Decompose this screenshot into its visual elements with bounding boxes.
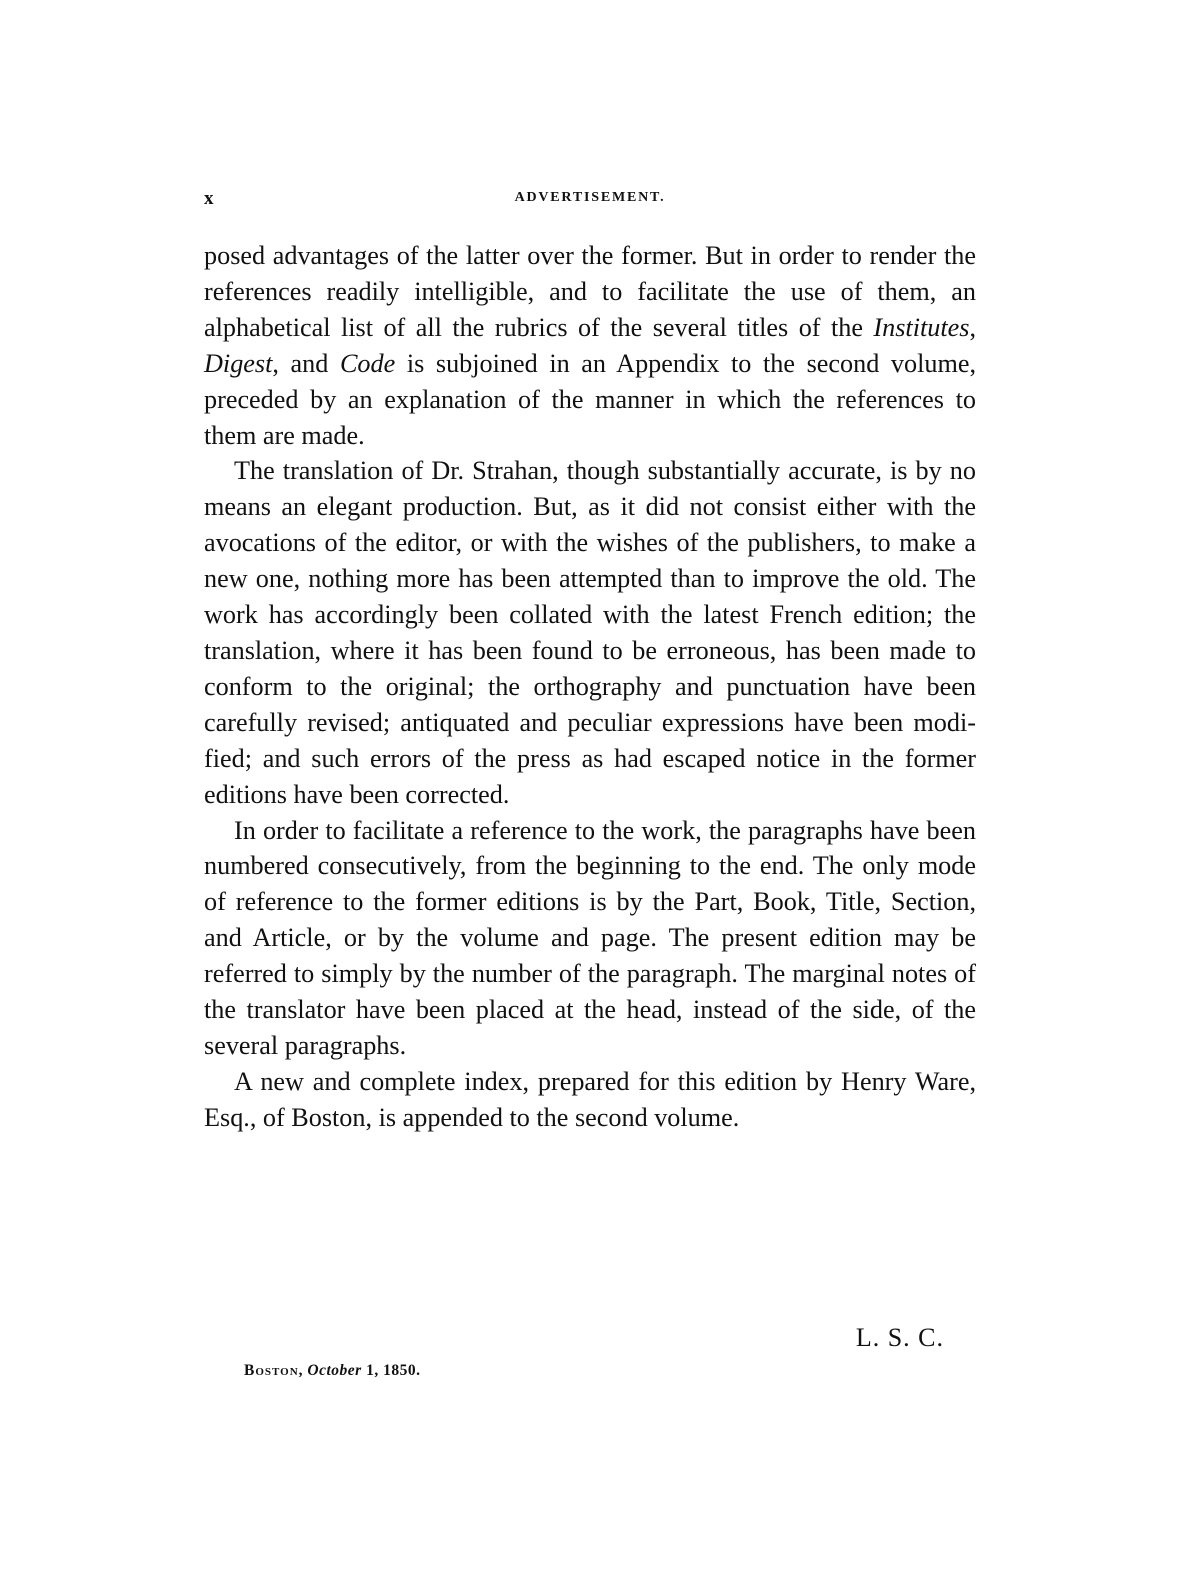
paragraph-1 — [204, 238, 976, 453]
paragraph-1-text-a: posed advantages of the latter over the former. But in order to render the references readily intelligible, and to facilitate the use of them, an alphabetical list of all the rubrics of the several titles of the — [204, 241, 976, 342]
paragraph-4: A new and complete index, prepared for this edition by Henry Ware, Esq., of Boston, is appended to the second volume. — [204, 1066, 976, 1132]
dateline-date: 1, 1850. — [361, 1362, 421, 1379]
dateline-month: October — [307, 1362, 362, 1379]
dateline — [244, 1362, 420, 1380]
italic-institutes: Institutes — [873, 312, 970, 342]
paragraph-2: The translation of Dr. Strahan, though substantially accurate, is by no means an elegant production. But, as it did not consist either with the avocations of the editor, or with the wishes of the publishers, to make a new one, nothing more has been attempted than to improve the old. The work has accordingly been collated with the latest French edition; the translation, where it has been found to be erroneous, has been made to conform to the original; the orthography and punctuation have been carefully revised; antiquated and peculiar expressions have been modified; and such errors of the press as had escaped notice in the former editions have been corrected. — [204, 456, 976, 809]
running-head — [204, 188, 976, 218]
signature-initials: L. S. C. — [855, 1323, 944, 1352]
dateline-place: Boston — [244, 1362, 299, 1379]
paragraph-3: In order to facilitate a reference to the work, the paragraphs have been numbered consecutively, from the beginning to the end. The only mode of reference to the former editions is by the Part, Book, Title, Section, and Article, or by the volume and page. The present edition may be referred to simply by the number of the paragraph. The marginal notes of the translator have been placed at the head, instead of the side, of the several paragraphs. — [204, 815, 976, 1060]
header-title: ADVERTISEMENT. — [514, 190, 666, 205]
body-text — [204, 238, 976, 1136]
page-number: x — [204, 188, 214, 209]
paragraph-1-text-c: , and — [272, 348, 340, 378]
dateline-separator: , — [298, 1362, 308, 1379]
paragraph-1-text-d: is subjoined in an Appendix to the second volume, preceded by an explanation of the manner in which the references to them are made. — [204, 348, 977, 450]
italic-digest: Digest — [204, 348, 273, 378]
paragraph-1-text-b: , — [969, 312, 976, 342]
italic-code: Code — [339, 348, 396, 378]
